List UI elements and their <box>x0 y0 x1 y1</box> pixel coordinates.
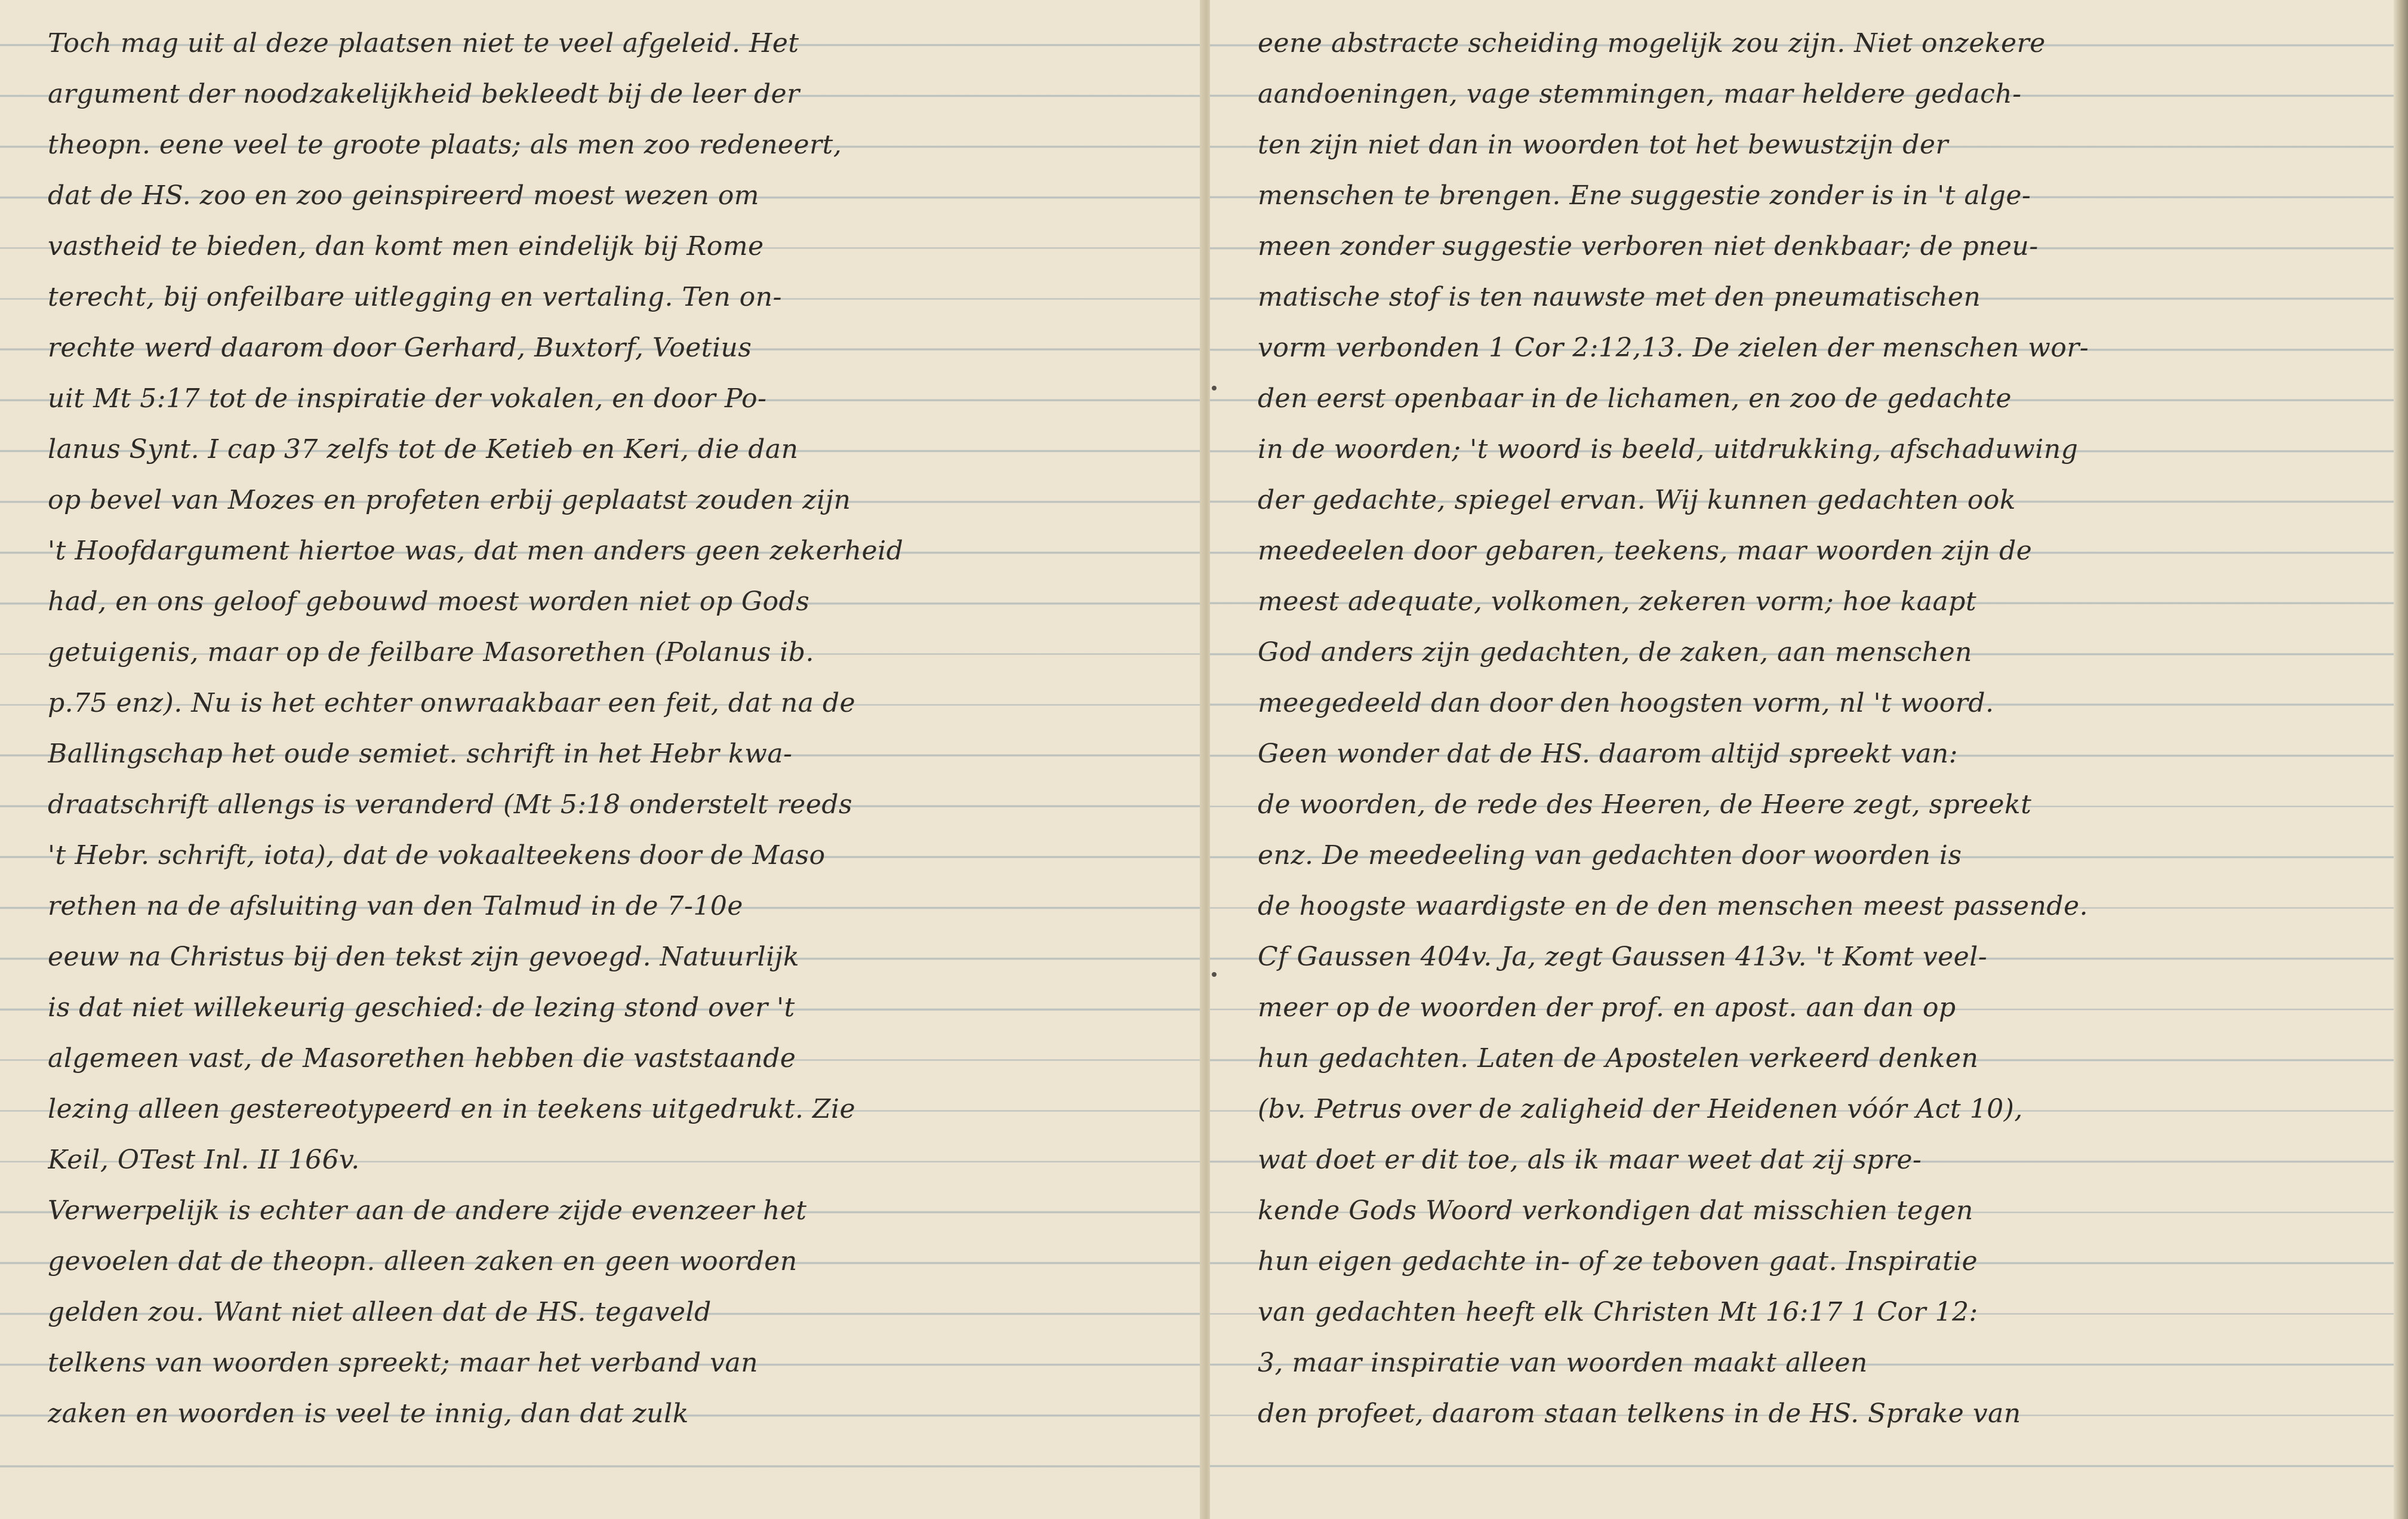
handwritten-line: 3, maar inspiratie van woorden maakt alleen <box>1258 1348 1868 1378</box>
handwritten-line: rethen na de afsluiting van den Talmud in de 7-10e <box>48 891 743 921</box>
handwritten-line: had, en ons geloof gebouwd moest worden niet op Gods <box>48 586 810 617</box>
handwritten-line: vastheid te bieden, dan komt men eindelijk bij Rome <box>48 231 764 262</box>
handwritten-line: Geen wonder dat de HS. daarom altijd spreekt van: <box>1258 739 1959 769</box>
handwritten-line: wat doet er dit toe, als ik maar weet dat zij spre- <box>1258 1145 1922 1175</box>
handwritten-line: rechte werd daarom door Gerhard, Buxtorf, Voetius <box>48 333 752 363</box>
handwritten-line: der gedachte, spiegel ervan. Wij kunnen gedachten ook <box>1258 485 2016 515</box>
right-page <box>1209 0 2394 1519</box>
handwritten-line: enz. De meedeeling van gedachten door woorden is <box>1258 840 1962 871</box>
handwritten-line: den profeet, daarom staan telkens in de HS. Sprake van <box>1258 1398 2021 1429</box>
handwritten-line: draatschrift allengs is veranderd (Mt 5:18 onderstelt reeds <box>48 789 853 820</box>
handwritten-line: de hoogste waardigste en de den menschen meest passende. <box>1258 891 2089 921</box>
handwritten-line: meedeelen door gebaren, teekens, maar woorden zijn de <box>1258 536 2033 566</box>
handwritten-line: Keil, OTest Inl. II 166v. <box>48 1145 360 1175</box>
binding-hole <box>1212 972 1217 977</box>
handwritten-line: Ballingschap het oude semiet. schrift in het Hebr kwa- <box>48 739 793 769</box>
handwritten-line: telkens van woorden spreekt; maar het verband van <box>48 1348 759 1378</box>
handwritten-line: op bevel van Mozes en profeten erbij geplaatst zouden zijn <box>48 485 851 515</box>
handwritten-line: zaken en woorden is veel te innig, dan dat zulk <box>48 1398 689 1429</box>
handwritten-line: God anders zijn gedachten, de zaken, aan menschen <box>1258 637 1972 668</box>
handwritten-line: getuigenis, maar op de feilbare Masorethen (Polanus ib. <box>48 637 814 668</box>
handwritten-line: meer op de woorden der prof. en apost. aan dan op <box>1258 992 1956 1023</box>
handwritten-line: argument der noodzakelijkheid bekleedt bij de leer der <box>48 79 800 109</box>
handwritten-line: (bv. Petrus over de zaligheid der Heidenen vóór Act 10), <box>1258 1094 2023 1124</box>
handwritten-line: gevoelen dat de theopn. alleen zaken en geen woorden <box>48 1246 797 1277</box>
handwritten-line: theopn. eene veel te groote plaats; als men zoo redeneert, <box>48 130 842 160</box>
handwritten-line: 't Hebr. schrift, iota), dat de vokaalteekens door de Maso <box>48 840 826 871</box>
handwritten-line: kende Gods Woord verkondigen dat misschien tegen <box>1258 1195 1973 1226</box>
handwritten-line: matische stof is ten nauwste met den pneumatischen <box>1258 282 1981 312</box>
handwritten-line: uit Mt 5:17 tot de inspiratie der vokalen, en door Po- <box>48 383 767 414</box>
handwritten-line: algemeen vast, de Masorethen hebben die vaststaande <box>48 1043 796 1074</box>
handwritten-line: is dat niet willekeurig geschied: de lezing stond over 't <box>48 992 795 1023</box>
handwritten-line: den eerst openbaar in de lichamen, en zoo de gedachte <box>1258 383 2012 414</box>
handwritten-line: p.75 enz). Nu is het echter onwraakbaar een feit, dat na de <box>48 688 856 718</box>
handwritten-line: ten zijn niet dan in woorden tot het bewustzijn der <box>1258 130 1949 160</box>
handwritten-line: aandoeningen, vage stemmingen, maar heldere gedach- <box>1258 79 2022 109</box>
handwritten-line: in de woorden; 't woord is beeld, uitdrukking, afschaduwing <box>1258 434 2078 465</box>
binding-hole <box>1212 386 1217 390</box>
handwritten-line: meegedeeld dan door den hoogsten vorm, nl 't woord. <box>1258 688 1994 718</box>
handwritten-line: van gedachten heeft elk Christen Mt 16:17 1 Cor 12: <box>1258 1297 1978 1327</box>
handwritten-line: hun eigen gedachte in- of ze teboven gaat. Inspiratie <box>1258 1246 1978 1277</box>
handwritten-line: lanus Synt. I cap 37 zelfs tot de Ketieb en Keri, die dan <box>48 434 799 465</box>
handwritten-line: dat de HS. zoo en zoo geinspireerd moest wezen om <box>48 180 760 211</box>
handwritten-line: Toch mag uit al deze plaatsen niet te veel afgeleid. Het <box>48 28 799 59</box>
handwritten-line: meen zonder suggestie verboren niet denkbaar; de pneu- <box>1258 231 2039 262</box>
handwritten-line: gelden zou. Want niet alleen dat de HS. tegaveld <box>48 1297 712 1327</box>
page-edge <box>2394 0 2408 1519</box>
handwritten-line: terecht, bij onfeilbare uitlegging en vertaling. Ten on- <box>48 282 782 312</box>
handwritten-line: Verwerpelijk is echter aan de andere zijde evenzeer het <box>48 1195 807 1226</box>
handwritten-line: eeuw na Christus bij den tekst zijn gevoegd. Natuurlijk <box>48 942 800 972</box>
handwritten-line: meest adequate, volkomen, zekeren vorm; hoe kaapt <box>1258 586 1977 617</box>
handwritten-line: hun gedachten. Laten de Apostelen verkeerd denken <box>1258 1043 1979 1074</box>
handwritten-line: lezing alleen gestereotypeerd en in teekens uitgedrukt. Zie <box>48 1094 856 1124</box>
handwritten-line: eene abstracte scheiding mogelijk zou zijn. Niet onzekere <box>1258 28 2046 59</box>
handwritten-line: de woorden, de rede des Heeren, de Heere zegt, spreekt <box>1258 789 2032 820</box>
handwritten-line: menschen te brengen. Ene suggestie zonder is in 't alge- <box>1258 180 2031 211</box>
handwritten-line: 't Hoofdargument hiertoe was, dat men anders geen zekerheid <box>48 536 904 566</box>
handwritten-line: Cf Gaussen 404v. Ja, zegt Gaussen 413v. 't Komt veel- <box>1258 942 1988 972</box>
handwritten-line: vorm verbonden 1 Cor 2:12,13. De zielen der menschen wor- <box>1258 333 2089 363</box>
